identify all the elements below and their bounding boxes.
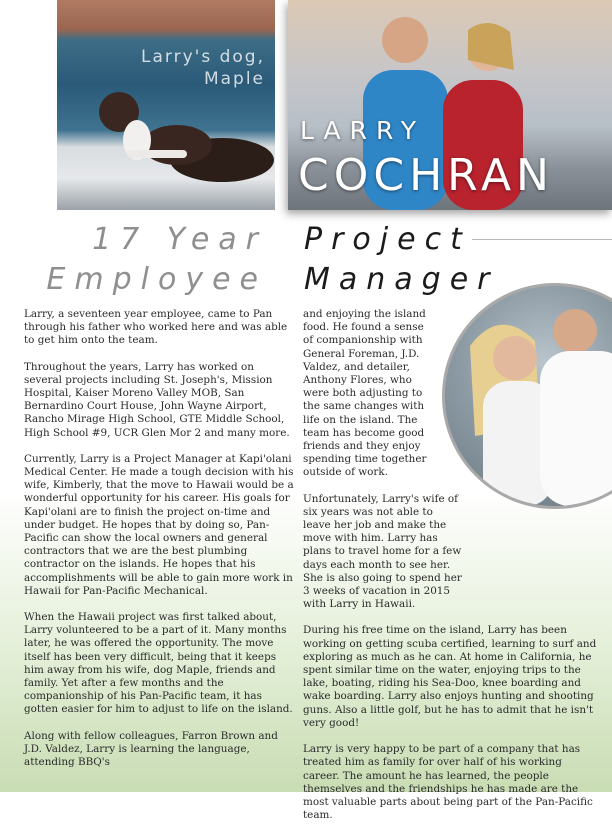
- paragraph: When the Hawaii project was first talked about, Larry volunteered to be a part of it. Many months later, he was offered the opportunity. The move itself has been very difficult, being that it keeps him away from his wife, dog Maple, friends and family. Yet after a few months and the companionship of his Pan-Pacific team, it has gotten easier for him to adjust to life on the island.: [24, 611, 293, 716]
- dog-photo: [57, 0, 275, 210]
- left-column: [24, 308, 294, 782]
- paragraph: During his free time on the island, Larry has been working on getting scuba certified, learning to surf and exploring as much as he can. At home in California, he spent similar time on the water, enjoying trips to the lake, boating, riding his Sea-Doo, knee boarding and wake boarding. Larry also enjoys hunting and shooting guns. Also a little golf, but he has to admit that he isn't very good!: [303, 624, 597, 729]
- paragraph: Currently, Larry is a Project Manager at Kapi'olani Medical Center. He made a tough decision with his wife, Kimberly, that the move to Hawaii would be a wonderful opportunity for his career. His goals for Kapi'olani are to finish the project on-time and under budget. He hopes that by doing so, Pan-Pacific can show the local owners and general contractors that we are the best plumbing contractor on the islands. He hopes that his accomplishments will be able to gain more work in Hawaii for Pan-Pacific Mechanical.: [24, 452, 294, 597]
- heading-manager: Manager: [304, 262, 499, 297]
- heading-employee: Employee: [46, 262, 267, 297]
- name-last: COCHRAN: [298, 150, 554, 201]
- paragraph: Along with fellow colleagues, Farron Brown and J.D. Valdez, Larry is learning the language, attending BBQ's: [24, 729, 278, 769]
- dog-caption-line2: Maple: [203, 69, 265, 89]
- couple-photo: [288, 0, 612, 210]
- paragraph: Unfortunately, Larry's wife of six years was not able to leave her job and make the move with him. Larry has plans to travel home for a few days each month to see her. She is also going to spend her 3 weeks of vacation in 2015 with Larry in Hawaii.: [303, 492, 462, 611]
- dog-illustration: [57, 0, 275, 210]
- divider-line: [472, 239, 612, 240]
- dog-caption-line1: Larry's dog,: [141, 47, 265, 67]
- right-column: [303, 308, 600, 835]
- name-first: LARRY: [300, 116, 426, 145]
- paragraph: Larry, a seventeen year employee, came to Pan through his father who worked here and was able to get him onto the team.: [24, 308, 288, 347]
- dog-caption: [125, 46, 265, 90]
- heading-project: Project: [304, 222, 471, 257]
- paragraph: and enjoying the island food. He found a sense of companionship with General Foreman, J.D. Valdez, and detailer, Anthony Flores, who were both adjusting to the same changes with life on the island. The team has become good friends and they enjoy spending time together outside of work.: [303, 308, 427, 479]
- paragraph: Larry is very happy to be part of a company that has treated him as family for over half of his working career. The amount he has learned, the people themselves and the friendships he has made are the most valuable parts about being part of the Pan-Pacific team.: [303, 743, 593, 822]
- heading-years: 17 Year: [92, 222, 267, 257]
- paragraph: Throughout the years, Larry has worked on several projects including St. Joseph's, Mission Hospital, Kaiser Moreno Valley MOB, San Bernardino Court House, John Wayne Airport, Rancho Mirage High School, GTE Middle School, High School #9, UCR Glen Mor 2 and many more.: [24, 360, 290, 439]
